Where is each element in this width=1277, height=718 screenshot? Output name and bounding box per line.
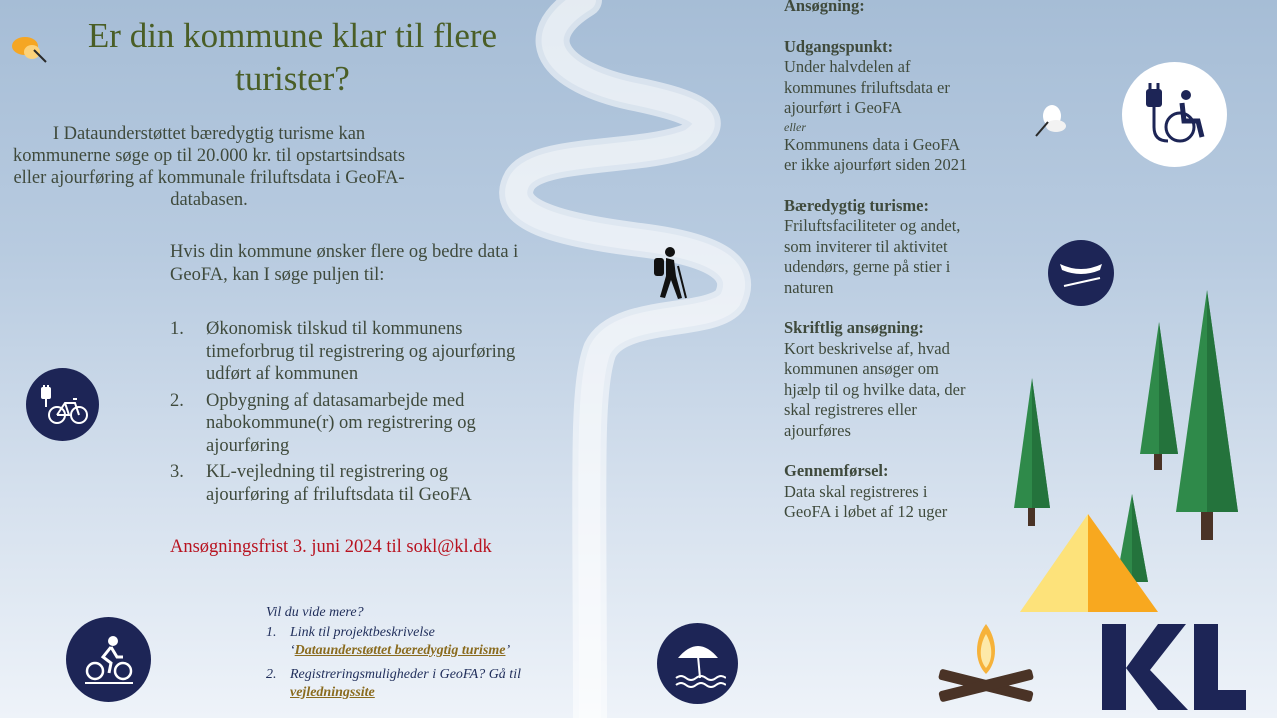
more-info bbox=[266, 604, 526, 708]
application-panel bbox=[784, 0, 970, 543]
kl-logo bbox=[1102, 624, 1248, 712]
list-item: 1. Økonomisk tilskud til kommunens timeforbrug til registrering og ajourføring udført af kommunen bbox=[170, 319, 516, 384]
tree-icon bbox=[1012, 378, 1052, 526]
pool-list bbox=[170, 318, 530, 510]
lead-text: Hvis din kommune ønsker flere og bedre data i GeoFA, kan I søge puljen til: bbox=[170, 242, 519, 285]
turisme-block: Bæredygtig turisme: Friluftsfaciliteter og andet, som inviterer til aktivitet udendørs, gerne på stier i naturen bbox=[784, 195, 961, 297]
accessibility-charging-icon bbox=[1122, 62, 1227, 167]
project-link[interactable]: Dataunderstøttet bæredygtig turisme bbox=[294, 643, 506, 658]
udgangspunkt-block: Udgangspunkt: Under halvdelen af kommunes friluftsdata er ajourført i GeoFA eller Kommunens data i GeoFA er ikke ajourført siden 2021 bbox=[784, 36, 968, 174]
tree-icon bbox=[1174, 290, 1240, 540]
guide-link[interactable]: vejledningssite bbox=[290, 685, 375, 700]
tent-icon bbox=[1020, 514, 1160, 612]
beach-umbrella-icon bbox=[657, 623, 738, 704]
list-item: 3. KL-vejledning til registrering og ajourføring af friluftsdata til GeoFA bbox=[170, 462, 472, 505]
gennemfoersel-block: Gennemførsel: Data skal registreres i GeoFA i løbet af 12 uger bbox=[784, 461, 948, 521]
cyclist-icon bbox=[66, 617, 151, 702]
page-title: Er din kommune klar til flere turister? bbox=[87, 16, 498, 98]
campfire-icon bbox=[936, 622, 1036, 706]
list-item: 2. Registreringsmuligheder i GeoFA? Gå til vejledningssite bbox=[266, 667, 521, 700]
skriftlig-block: Skriftlig ansøgning: Kort beskrivelse af, hvad kommunen ansøger om hjælp til og hvilke data, der skal registreres eller ajourføres bbox=[784, 318, 966, 440]
intro-text: I Dataunderstøttet bæredygtig turisme kan kommunerne søge op til 20.000 kr. til opstartsindsats eller ajourføring af kommunale friluftsdata i GeoFA-databasen. bbox=[12, 124, 406, 210]
more-heading: Vil du vide mere? bbox=[266, 605, 364, 620]
butterfly-icon bbox=[1030, 104, 1068, 140]
hiker-icon bbox=[648, 246, 688, 300]
canoe-icon bbox=[1048, 240, 1114, 306]
list-item: 2. Opbygning af datasamarbejde med nabokommune(r) om registrering og ajourføring bbox=[170, 390, 476, 456]
list-item: 1. Link til projektbeskrivelse ‘Dataunderstøttet bæredygtig turisme’ bbox=[266, 625, 511, 658]
application-heading: Ansøgning: bbox=[784, 0, 865, 15]
ebike-icon bbox=[26, 368, 99, 441]
deadline-text: Ansøgningsfrist 3. juni 2024 til sokl@kl.dk bbox=[170, 537, 492, 557]
